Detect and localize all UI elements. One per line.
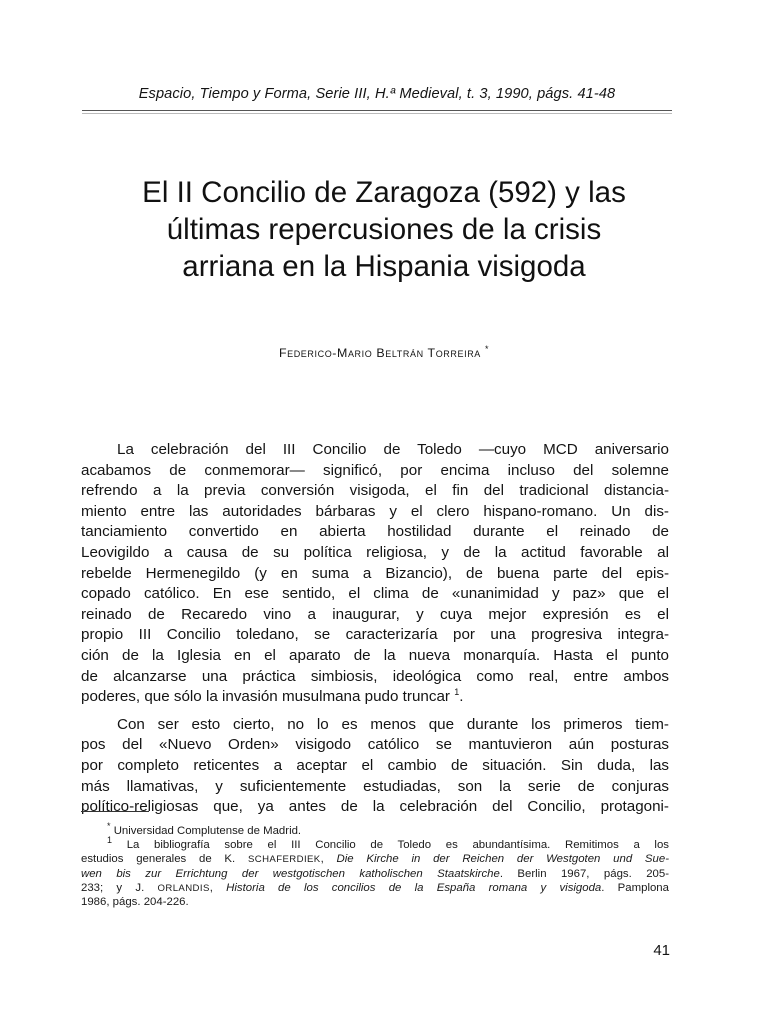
footnote-text: . Berlin 1967, págs. 205- bbox=[499, 867, 669, 880]
text-line: La celebración del III Concilio de Toledo —cuyo MCD aniversario bbox=[117, 441, 669, 458]
cited-author: ORLANDIS bbox=[157, 882, 210, 894]
footnote-1-line bbox=[81, 835, 669, 852]
footnote-text: , bbox=[209, 881, 227, 894]
text-line: Leovigildo a causa de su política religiosa, y de la actitud favorable al bbox=[81, 543, 669, 561]
footnote-1-line bbox=[81, 881, 669, 895]
sentence-end: . bbox=[459, 688, 464, 706]
author-name: Federico-Mario Beltrán Torreira bbox=[278, 346, 481, 360]
text-line: reinado de Recaredo vino a inaugurar, y cuya mejor expresión es el bbox=[81, 605, 669, 623]
text-line: acabamos de conmemorar— significó, por encima incluso del solemne bbox=[81, 461, 669, 479]
author-footnote-mark: * bbox=[484, 343, 490, 354]
footnote-text: . Pamplona bbox=[601, 881, 669, 894]
article-title bbox=[60, 174, 708, 285]
page-number: 41 bbox=[653, 942, 670, 959]
footnote-text: estudios generales de K. bbox=[81, 853, 248, 866]
affiliation-text: Universidad Complutense de Madrid. bbox=[113, 825, 302, 837]
cited-title: Historia de los concilios de la España romana y visigoda bbox=[226, 881, 602, 894]
header-rule bbox=[82, 110, 672, 111]
text-line: rebelde Hermenegildo (y en suma a Bizancio), de buena parte del epis- bbox=[81, 564, 669, 582]
text-line: más llamativas, y suficientemente estudiadas, son la serie de conjuras bbox=[81, 777, 669, 795]
footnote-affiliation bbox=[81, 821, 669, 838]
running-head: Espacio, Tiempo y Forma, Serie III, H.ª Medieval, t. 3, 1990, págs. 41-48 bbox=[138, 86, 616, 102]
footnote-1-line bbox=[81, 852, 669, 866]
footnote-1-line: 1986, págs. 204-226. bbox=[81, 895, 189, 908]
text-line: refrendo a la previa conversión visigoda, el fin del tradicional distancia- bbox=[81, 482, 669, 500]
author-byline bbox=[60, 343, 708, 360]
footnote-text: , bbox=[320, 853, 337, 866]
cited-title: wen bis zur Errichtung der westgotischen katholischen Staatskirche bbox=[81, 867, 500, 880]
text-line: copado católico. En ese sentido, el clima de «unanimidad y paz» que el bbox=[81, 585, 669, 603]
footnote-text: 233; y J. bbox=[81, 881, 158, 894]
text-line: pos del «Nuevo Orden» visigodo católico se mantuvieron aún posturas bbox=[81, 736, 669, 754]
paragraph-1 bbox=[81, 440, 669, 708]
text-line: tanciamiento convertido en abierta hostilidad durante el reinado de bbox=[81, 523, 669, 541]
text-line: ción de la Iglesia en el aparato de la nueva monarquía. Hasta el punto bbox=[81, 646, 669, 664]
cited-title: Die Kirche in der Reichen der Westgoten und Sue- bbox=[336, 853, 669, 866]
body-text bbox=[81, 440, 669, 818]
footnote-text: La bibliografía sobre el III Concilio de Toledo es abundantísima. Remitimos a los bbox=[126, 839, 669, 852]
text-line: por completo reticentes a aceptar el cambio de situación. Sin duda, las bbox=[81, 756, 669, 774]
footnote-1-mark: 1 bbox=[107, 835, 113, 846]
footnote-star-mark: * bbox=[107, 821, 111, 832]
footnote-rule bbox=[81, 811, 149, 812]
paragraph-2 bbox=[81, 715, 669, 818]
header-rule-secondary bbox=[82, 113, 672, 114]
title-line-2: últimas repercusiones de la crisis bbox=[166, 213, 602, 246]
title-line-3: arriana en la Hispania visigoda bbox=[182, 250, 586, 283]
paragraph-gap bbox=[81, 708, 669, 715]
text-line: de alcanzarse una práctica simbiosis, ideológica como real, entre ambos bbox=[81, 667, 669, 685]
cited-author: SCHAFERDIEK bbox=[247, 854, 321, 866]
text-line: Con ser esto cierto, no lo es menos que durante los primeros tiem- bbox=[117, 715, 669, 733]
footnote-ref-1[interactable]: 1 bbox=[454, 687, 460, 698]
text-line: político-religiosas que, ya antes de la celebración del Concilio, protagoni- bbox=[81, 798, 669, 816]
footnotes bbox=[81, 821, 669, 909]
title-line-1: El II Concilio de Zaragoza (592) y las bbox=[142, 176, 626, 209]
text-line: propio III Concilio toledano, se caracterizaría por una progresiva integra- bbox=[81, 626, 669, 644]
text-line-last bbox=[81, 687, 669, 708]
text-line: miento entre las autoridades bárbaras y el clero hispano-romano. Un dis- bbox=[81, 502, 669, 520]
footnote-1-line bbox=[81, 867, 669, 881]
text-fragment: poderes, que sólo la invasión musulmana pudo truncar bbox=[81, 688, 450, 706]
